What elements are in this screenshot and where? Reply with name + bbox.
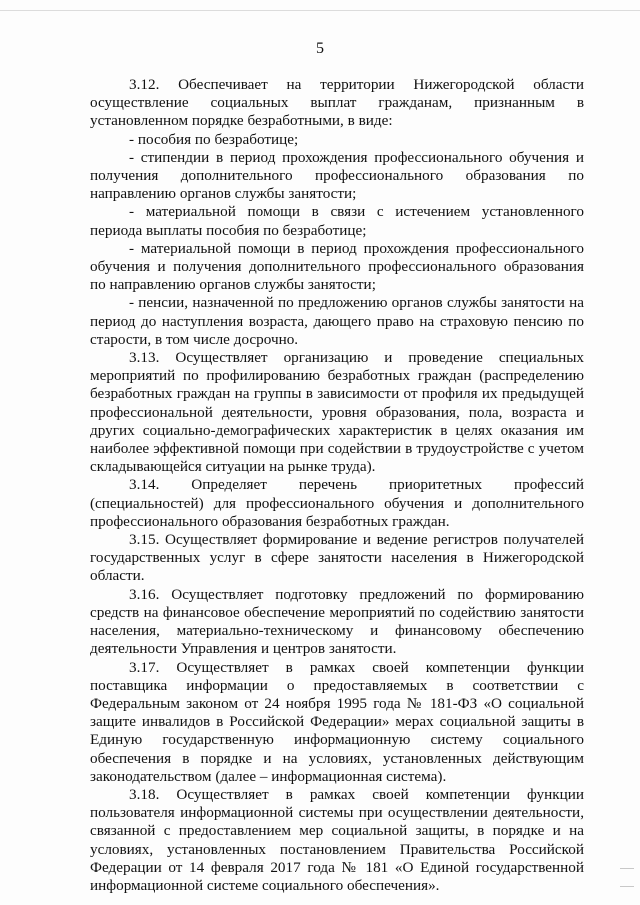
paragraph-3-12: 3.12. Обеспечивает на территории Нижегородской области осуществление социальных выплат гражданам, признанным в установленном порядке безработными, в виде:	[90, 76, 584, 130]
scan-edge-line	[0, 10, 640, 11]
paragraph-3-14: 3.14. Определяет перечень приоритетных профессий (специальностей) для профессионального обучения и дополнительного профессионального образования безработных граждан.	[90, 476, 584, 530]
list-item-material-aid-training: - материальной помощи в период прохождения профессионального обучения и получения дополнительного профессионального образования по направлению органов службы занятости;	[90, 239, 584, 294]
page-number: 5	[316, 40, 324, 57]
paragraph-3-16: 3.16. Осуществляет подготовку предложений по формированию средств на финансовое обеспечение мероприятий по содействию занятости населения, материально-техническому и финансовому обеспечению деятельности Управления и центров занятости.	[90, 585, 584, 658]
paragraph-3-17: 3.17. Осуществляет в рамках своей компетенции функции поставщика информации о предоставляемых в соответствии с Федеральным законом от 24 ноября 1995 года № 181-ФЗ «О социальной защите инвалидов в Российской Федерации» мерах социальной защиты в Единую государственную информационную систему социального обеспечения в порядке и на условиях, установленных действующим законодательством (далее – информационная система).	[90, 658, 584, 785]
paragraph-3-13: 3.13. Осуществляет организацию и проведение специальных мероприятий по профилированию безработных граждан (распределению безработных граждан на группы в зависимости от профиля их предыдущей профессиональной деятельности, уровня образования, пола, возраста и других социально-демографических характеристик в целях оказания им наиболее эффективной помощи при содействии в трудоустройстве с учетом складывающейся ситуации на рынке труда).	[90, 349, 584, 476]
paragraph-3-15: 3.15. Осуществляет формирование и ведение регистров получателей государственных услуг в сфере занятости населения в Нижегородской области.	[90, 531, 584, 585]
scan-margin-mark	[620, 886, 634, 887]
list-item-stipend: - стипендии в период прохождения профессионального обучения и получения дополнительного профессионального образования по направлению органов службы занятости;	[90, 148, 584, 203]
paragraph-3-18: 3.18. Осуществляет в рамках своей компетенции функции пользователя информационной системы при осуществлении деятельности, связанной с предоставлением мер социальной защиты, в порядке и на условиях, установленных постановлением Правительства Российской Федерации от 14 февраля 2017 года № 181 «О Единой государственной информационной системе социального обеспечения».	[90, 785, 584, 894]
list-item-unemployment-benefit: - пособия по безработице;	[129, 130, 299, 148]
document-body	[90, 76, 584, 895]
list-item-material-aid-expiry: - материальной помощи в связи с истечением установленного периода выплаты пособия по безработице;	[90, 203, 584, 239]
list-item-pension: - пенсии, назначенной по предложению органов службы занятости на период до наступления возраста, дающего право на страховую пенсию по старости, в том числе досрочно.	[90, 294, 584, 348]
scan-margin-mark	[620, 868, 634, 869]
